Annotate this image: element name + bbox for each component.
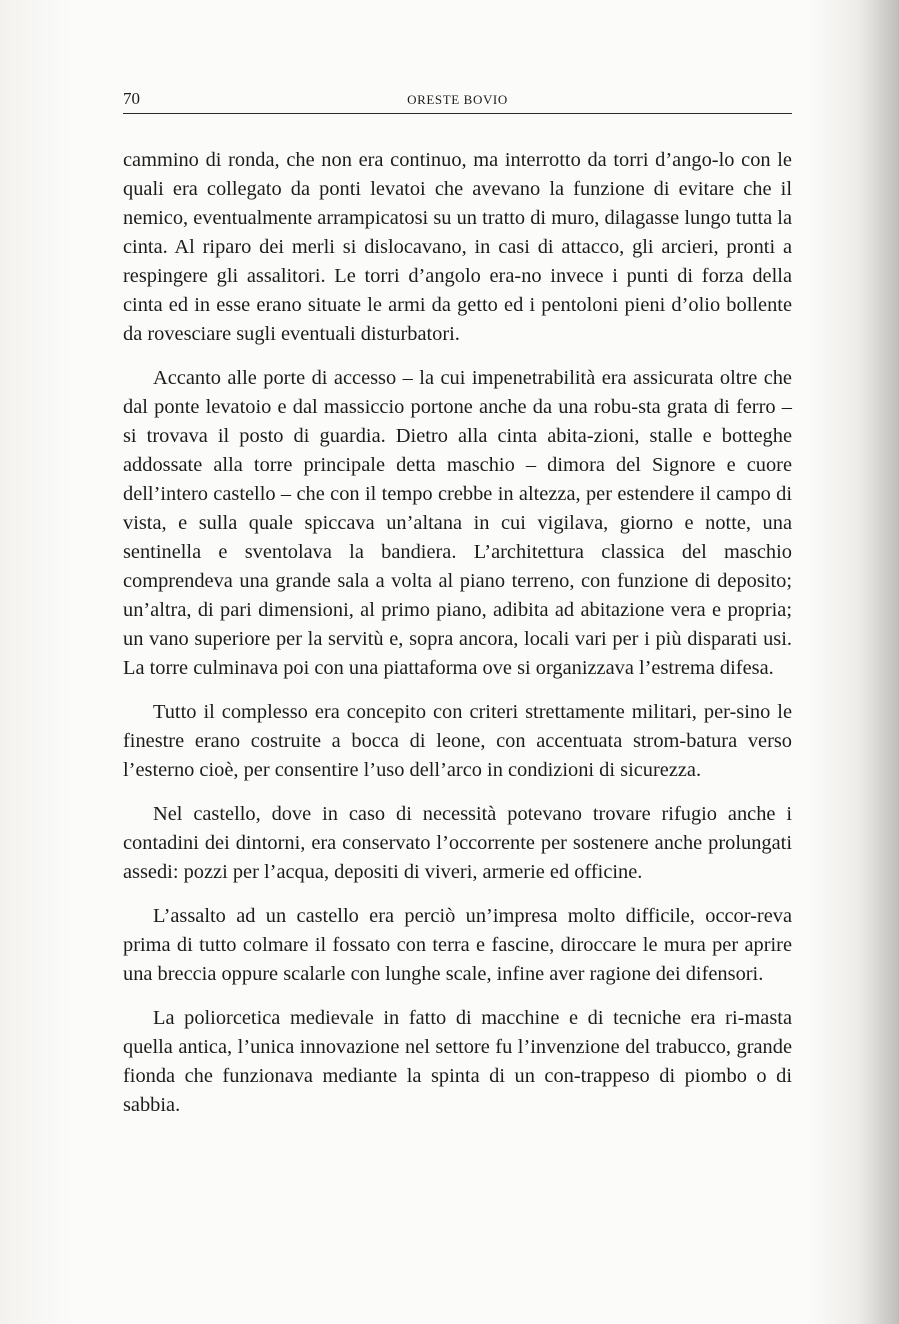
page-header — [123, 89, 792, 114]
paragraph-assault: L’assalto ad un castello era perciò un’impresa molto difficile, occor-reva prima di tutto colmare il fossato con terra e fascine, diroccare le mura per aprire una breccia oppure scalarle con lunghe scale, infine aver ragione dei difensori. — [123, 905, 792, 985]
paragraph-siege-supplies: Nel castello, dove in caso di necessità potevano trovare rifugio anche i contadini dei dintorni, era conservato l’occorrente per sostenere anche prolungati assedi: pozzi per l’acqua, depositi di viveri, armerie ed officine. — [123, 803, 792, 883]
paragraph-gates: Accanto alle porte di accesso – la cui impenetrabilità era assicurata oltre che dal ponte levatoio e dal massiccio portone anche da una robu-sta grata di ferro – si trovava il posto di guardia. Dietro alla cinta abita-zioni, stalle e botteghe addossate alla torre principale detta maschio – dimora del Signore e cuore dell’intero castello – che con il tempo crebbe in altezza, per estendere il campo di vista, e sulla quale spiccava un’altana in cui vigilava, giorno e notte, una sentinella e sventolava la bandiera. L’architettura classica del maschio comprendeva una grande sala a volta al piano terreno, con funzione di deposito; un’altra, di pari dimensioni, al primo piano, adibita ad abitazione vera e propria; un vano superiore per la servitù e, sopra ancora, locali vari per i più disparati usi. La torre culminava poi con una piattaforma ove si organizzava l’estrema difesa. — [123, 367, 792, 679]
paragraph-continued: cammino di ronda, che non era continuo, ma interrotto da torri d’ango-lo con le quali era collegato da ponti levatoi che avevano la funzione di evitare che il nemico, eventualmente arrampicatosi su un tratto di muro, dilagasse lungo tutta la cinta. Al riparo dei merli si dislocavano, in casi di attacco, gli arcieri, pronti a respingere gli assalitori. Le torri d’angolo era-no invece i punti di forza della cinta ed in esse erano situate le armi da getto ed i pentoloni pieni d’olio bollente da rovesciare sugli eventuali disturbatori. — [123, 149, 792, 345]
page-edge-shadow — [857, 0, 899, 1324]
paragraph-poliorcetics: La poliorcetica medievale in fatto di macchine e di tecniche era ri-masta quella antica, l’unica innovazione nel settore fu l’invenzione del trabucco, grande fionda che funzionava mediante la spinta di un con-trappeso di piombo o di sabbia. — [123, 1007, 792, 1116]
running-title: ORESTE BOVIO — [407, 92, 508, 107]
body-text — [123, 146, 792, 1120]
paragraph-military-design: Tutto il complesso era concepito con criteri strettamente militari, per-sino le finestre erano costruite a bocca di leone, con accentuata strom-batura verso l’esterno cioè, per consentire l’uso dell’arco in condizioni di sicurezza. — [123, 701, 792, 781]
page-number: 70 — [123, 89, 140, 108]
